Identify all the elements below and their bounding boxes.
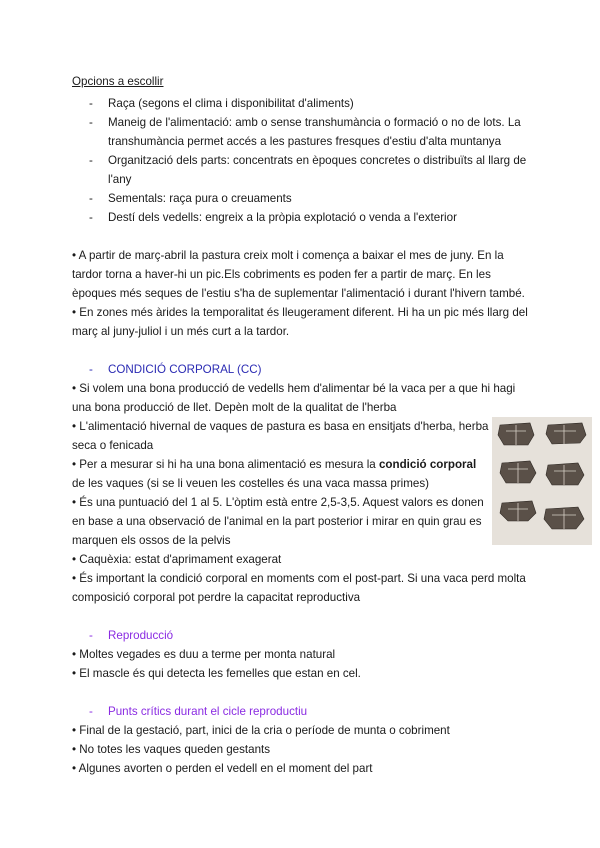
list-item: - Raça (segons el clima i disponibilitat d'aliments) (72, 94, 534, 113)
options-title: Opcions a escollir (72, 75, 164, 88)
cc-bullet-5: • Caquèxia: estat d'aprimament exagerat (72, 553, 282, 566)
cc-bullet-3: • Per a mesurar si hi ha una bona alimentació es mesura la condició corporal de les vaques (si se li veuen les costelles és una vaca massa primes) (72, 458, 477, 490)
cc-bullet-4: • És una puntuació del 1 al 5. L'òptim està entre 2,5-3,5. Aquest valors es donen en base a una observació de l'animal en la part posterior i mirar en quin grau es marquen els ossos de la pelvis (72, 496, 484, 547)
cc-section (72, 379, 534, 607)
list-item: - Destí dels vedells: engreix a la pròpia explotació o venda a l'exterior (72, 208, 534, 227)
body-condition-illustration (492, 417, 592, 545)
cc-text-column (72, 417, 492, 569)
critical-heading: - Punts crítics durant el cicle reproductiu (72, 702, 534, 721)
cc-bullet-6: • És important la condició corporal en moments com el post-part. Si una vaca perd molta composició corporal pot perdre la capacitat reproductiva (72, 572, 526, 604)
cc-heading: - CONDICIÓ CORPORAL (CC) (72, 360, 534, 379)
cc-bullet-2: • L'alimentació hivernal de vaques de pastura es basa en ensitjats d'herba, herba seca o fenicada (72, 420, 489, 452)
list-item: - Organització dels parts: concentrats en èpoques concretes o distribuïts al llarg de l'any (72, 151, 534, 189)
critical-bullet-3: • Algunes avorten o perden el vedell en el moment del part (72, 762, 373, 775)
pasture-paragraph-2: • En zones més àrides la temporalitat és lleugerament diferent. Hi ha un pic més llarg del març al juny-juliol i un més curt a la tardor. (72, 306, 528, 338)
cow-rear-sketch-4 (546, 463, 584, 485)
repro-heading: - Reproducció (72, 626, 534, 645)
repro-bullet-2: • El mascle és qui detecta les femelles que estan en cel. (72, 667, 361, 680)
critical-bullet-1: • Final de la gestació, part, inici de la cria o període de munta o cobriment (72, 724, 450, 737)
document-page (72, 72, 534, 778)
repro-bullet-1: • Moltes vegades es duu a terme per monta natural (72, 648, 336, 661)
critical-bullet-2: • No totes les vaques queden gestants (72, 743, 271, 756)
options-list (72, 94, 534, 227)
pasture-paragraph-1: • A partir de març-abril la pastura creix molt i comença a baixar el mes de juny. En la tardor torna a haver-hi un pic.Els cobriments es poden fer a partir de març. En les èpoques més seques de l'estiu s'ha de suplementar l'alimentació i durant l'hivern també. (72, 249, 525, 300)
cc-bullet-1: • Si volem una bona producció de vedells hem d'alimentar bé la vaca per a que hi hagi una bona producció de llet. Depèn molt de la qualitat de l'herba (72, 382, 516, 414)
list-item: - Maneig de l'alimentació: amb o sense transhumància o formació o no de lots. La transhumància permet accés a les pastures fresques d'estiu d'alta muntanya (72, 113, 534, 151)
list-item: - Sementals: raça pura o creuaments (72, 189, 534, 208)
cow-rear-sketch-2 (546, 423, 586, 444)
